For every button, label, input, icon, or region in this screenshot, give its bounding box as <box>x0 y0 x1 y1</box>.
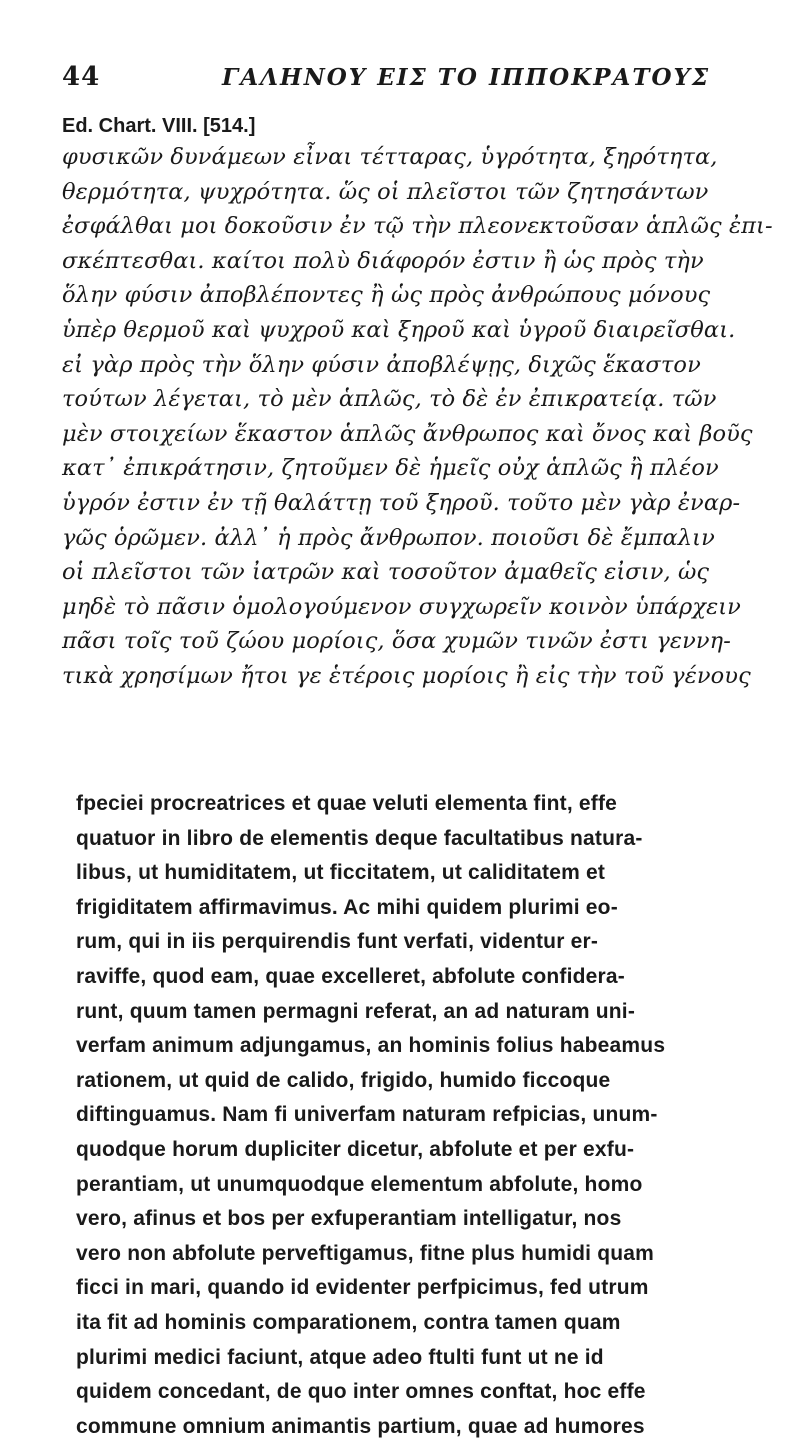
latin-line: rum, qui in iis perquirendis funt verfati, videntur er- <box>76 930 599 954</box>
latin-line: quatuor in libro de elementis deque facultatibus natura- <box>76 826 643 850</box>
greek-line: φυσικῶν δυνάμεων εἶναι τέτταρας, ὑγρότητα, ξηρότητα, <box>62 144 718 170</box>
greek-line: μὲν στοιχείων ἕκαστον ἁπλῶς ἄνθρωπος καὶ ὄνος καὶ βοῦς <box>62 420 753 447</box>
latin-line: ita fit ad hominis comparationem, contra tamen quam <box>76 1310 621 1334</box>
latin-line: frigiditatem affirmavimus. Ac mihi quidem plurimi eo- <box>76 895 618 919</box>
greek-line: ἐσφάλθαι μοι δοκοῦσιν ἐν τῷ τὴν πλεονεκτοῦσαν ἁπλῶς ἐπι- <box>62 213 773 240</box>
latin-line: perantiam, ut unumquodque elementum abfolute, homo <box>76 1172 643 1196</box>
greek-line: πᾶσι τοῖς τοῦ ζώου μορίοις, ὅσα χυμῶν τινῶν ἐστι γεννη- <box>62 628 731 655</box>
greek-line: εἰ γὰρ πρὸς τὴν ὅλην φύσιν ἀποβλέψῃς, διχῶς ἕκαστον <box>62 351 701 378</box>
latin-line: ficci in mari, quando id evidenter perfpicimus, fed utrum <box>76 1276 649 1300</box>
latin-line: vero non abfolute perveftigamus, fitne plus humidi quam <box>76 1241 655 1265</box>
greek-line: θερμότητα, ψυχρότητα. ὥς οἱ πλεῖστοι τῶν ζητησάντων <box>62 178 709 205</box>
latin-line: quidem concedant, de quo inter omnes conftat, hoc effe <box>76 1380 646 1404</box>
greek-line: κατ᾽ ἐπικράτησιν, ζητοῦμεν δὲ ἡμεῖς οὐχ ἁπλῶς ἢ πλέον <box>62 455 719 482</box>
latin-line: plurimi medici faciunt, atque adeo ftulti funt ut ne id <box>76 1345 604 1369</box>
greek-line: οἱ πλεῖστοι τῶν ἰατρῶν καὶ τοσοῦτον ἀμαθεῖς εἰσιν, ὡς <box>62 559 710 586</box>
greek-line: ὅλην φύσιν ἀποβλέποντες ἢ ὡς πρὸς ἀνθρώπους μόνους <box>62 282 711 309</box>
running-title: ΓΑΛΗΝΟΥ ΕΙΣ ΤΟ ΙΠΠΟΚΡΑΤΟΥΣ <box>222 64 711 91</box>
greek-line: τούτων λέγεται, τὸ μὲν ἁπλῶς, τὸ δὲ ἐν ἐπικρατείᾳ. τῶν <box>62 386 717 413</box>
greek-line: γῶς ὁρῶμεν. ἀλλ᾽ ἡ πρὸς ἄνθρωπον. ποιοῦσι δὲ ἔμπαλιν <box>62 524 715 551</box>
greek-line: ὑπὲρ θερμοῦ καὶ ψυχροῦ καὶ ξηροῦ καὶ ὑγροῦ διαιρεῖσθαι. <box>62 316 736 343</box>
latin-line: raviffe, quod eam, quae excelleret, abfolute confidera- <box>76 964 625 988</box>
greek-line: τικὰ χρησίμων ἤτοι γε ἑτέροις μορίοις ἢ εἰς τὴν τοῦ γένους <box>62 662 751 689</box>
latin-line: libus, ut humiditatem, ut ficcitatem, ut caliditatem et <box>76 861 606 885</box>
latin-line: commune omnium animantis partium, quae ad humores <box>76 1414 645 1438</box>
greek-line: σκέπτεσθαι. καίτοι πολὺ διάφορόν ἐστιν ἢ ὡς πρὸς τὴν <box>62 247 704 274</box>
greek-line: μηδὲ τὸ πᾶσιν ὁμολογούμενον συγχωρεῖν κοινὸν ὑπάρχειν <box>62 593 741 620</box>
latin-line: rationem, ut quid de calido, frigido, humido ficcoque <box>76 1068 611 1092</box>
latin-line: fpeciei procreatrices et quae veluti elementa fint, effe <box>76 792 618 815</box>
page-header <box>62 60 762 100</box>
latin-line: runt, quum tamen permagni referat, an ad naturam uni- <box>76 999 636 1023</box>
page-number: 44 <box>62 62 101 92</box>
edition-reference: Ed. Chart. VIII. [514.] <box>62 115 256 137</box>
greek-text <box>62 140 773 694</box>
latin-line: verfam animum adjungamus, an hominis folius habeamus <box>76 1034 666 1058</box>
latin-line: diftinguamus. Nam fi univerfam naturam refpicias, unum- <box>76 1103 658 1127</box>
latin-line: vero, afinus et bos per exfuperantiam intelligatur, nos <box>76 1207 622 1231</box>
latin-line: quodque horum dupliciter dicetur, abfolute et per exfu- <box>76 1137 635 1161</box>
latin-text <box>76 787 756 1444</box>
greek-line: ὑγρόν ἐστιν ἐν τῇ θαλάττῃ τοῦ ξηροῦ. τοῦτο μὲν γὰρ ἐναρ- <box>62 489 741 516</box>
